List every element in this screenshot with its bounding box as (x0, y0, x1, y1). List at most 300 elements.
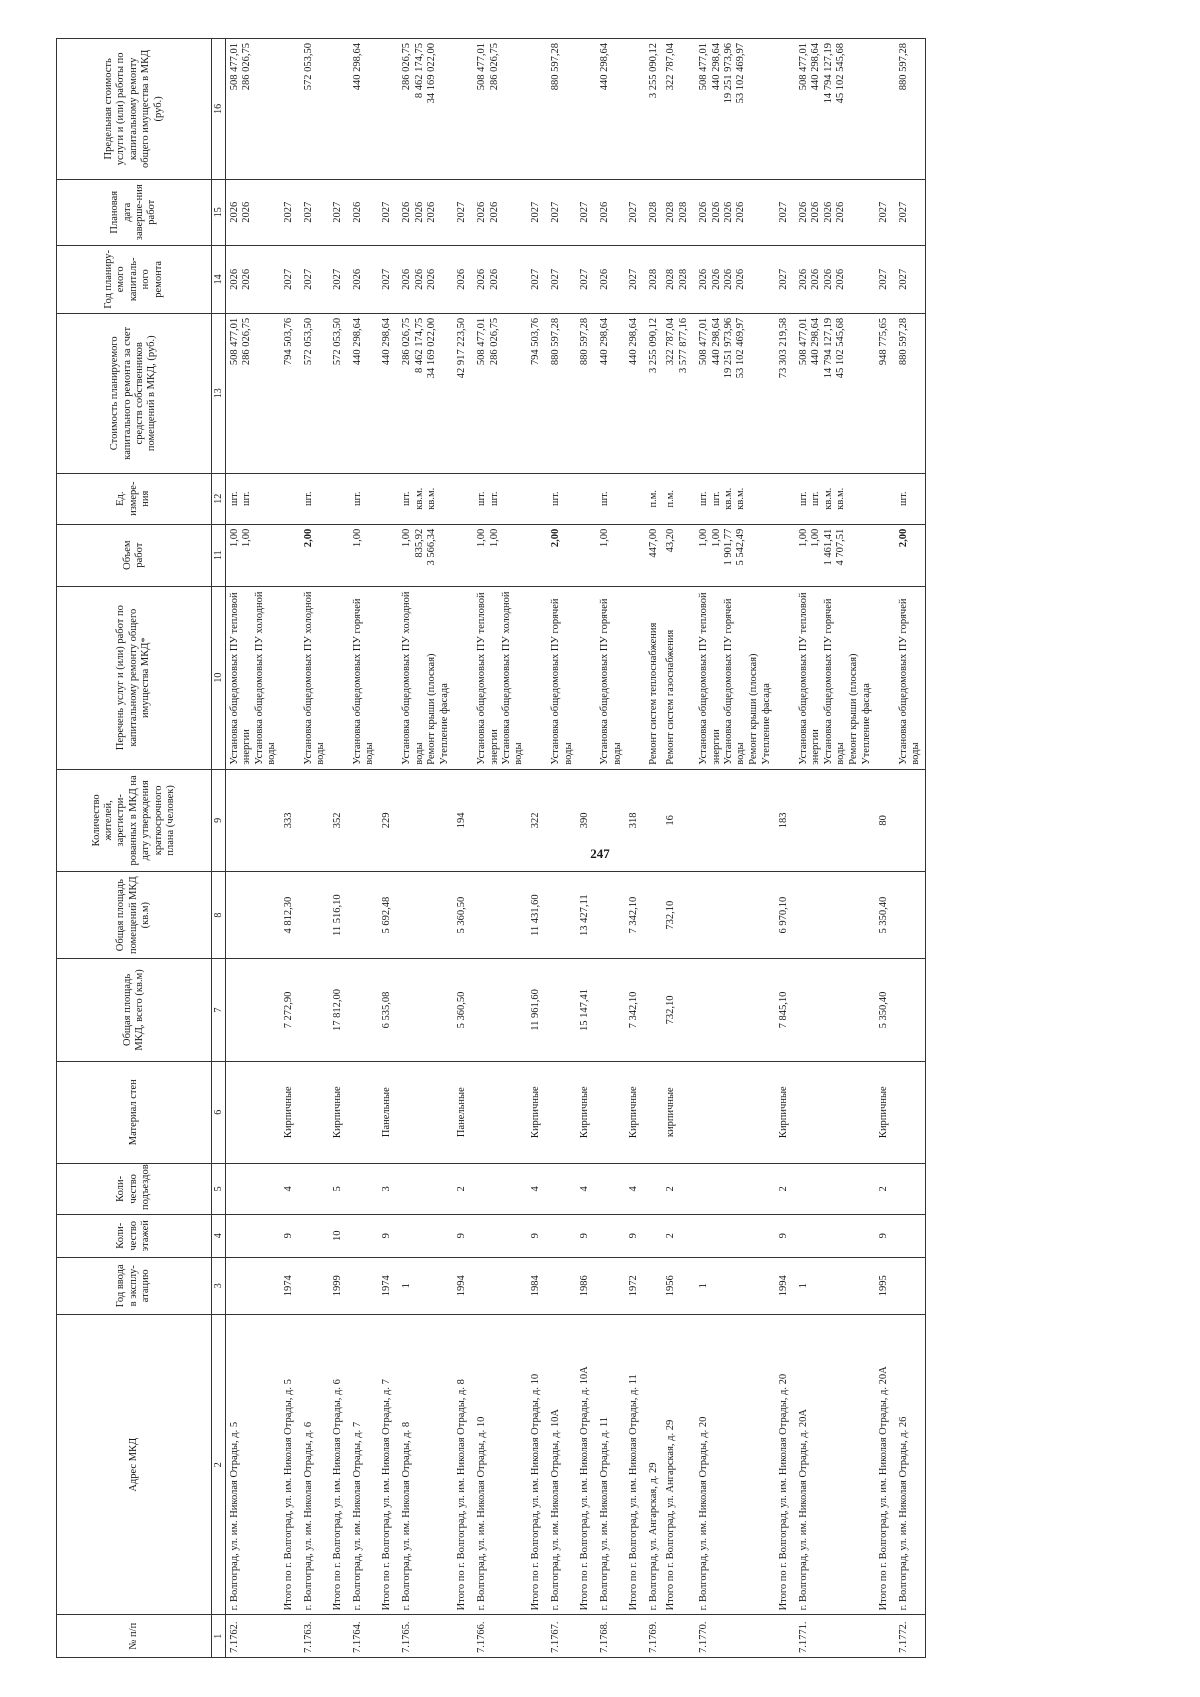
floors-cell (795, 1214, 876, 1257)
works-cell (626, 586, 645, 769)
works-cell (776, 586, 795, 769)
column-number: 2 (212, 1315, 226, 1615)
entrances-cell: 2 (876, 1163, 895, 1214)
area-total-cell (398, 959, 454, 1061)
cost-line: 45 102 545,68 (835, 317, 847, 379)
plan-year-line: 2026 (352, 268, 363, 290)
limit-cell (547, 39, 577, 180)
area-total-cell: 17 812,00 (330, 959, 349, 1061)
end-year-line: 2026 (722, 201, 734, 223)
plan-year-cell (895, 245, 925, 313)
material-cell (349, 1061, 379, 1163)
end-year-cell (776, 179, 795, 245)
row-number (454, 1615, 473, 1658)
column-number: 3 (212, 1257, 226, 1315)
volume-cell (349, 524, 379, 586)
cost-line: 3 255 090,12 (648, 317, 660, 374)
residents-cell (795, 769, 876, 871)
limit-cell (596, 39, 626, 180)
plan-year-line: 2026 (722, 268, 734, 290)
limit-cell (330, 39, 349, 180)
address-cell: г. Волгоград, ул. им. Николая Отрады, д. 5 (226, 1315, 281, 1615)
address-cell: г. Волгоград, ул. им. Николая Отрады, д. 7 (349, 1315, 379, 1615)
column-number: 10 (212, 586, 226, 769)
plan-year-line: 2027 (282, 268, 294, 290)
volume-cell (454, 524, 473, 586)
works-cell (645, 586, 663, 769)
plan-year-cell (695, 245, 776, 313)
column-number: 1 (212, 1615, 226, 1658)
residents-cell (547, 769, 577, 871)
residents-cell: 322 (528, 769, 547, 871)
plan-year-line: 2026 (798, 268, 809, 290)
row-number: 7.1772. (895, 1615, 925, 1658)
limit-cell (645, 39, 663, 180)
column-header: Плановая дата заверше-ния работ (57, 179, 212, 245)
floors-cell (547, 1214, 577, 1257)
column-number: 15 (212, 179, 226, 245)
residents-cell: 229 (379, 769, 398, 871)
material-cell: Кирпичные (281, 1061, 300, 1163)
year-cell: 1 (795, 1257, 876, 1315)
area-total-cell (795, 959, 876, 1061)
units-cell (626, 473, 645, 524)
cost-cell (528, 313, 547, 473)
plan-year-line: 2026 (835, 268, 847, 290)
plan-year-cell (596, 245, 626, 313)
year-cell: 1984 (528, 1257, 547, 1315)
floors-cell (226, 1214, 281, 1257)
volume-line: 43,20 (665, 528, 677, 553)
limit-line: 880 597,28 (897, 43, 909, 91)
volume-line: 5 542,49 (735, 528, 747, 566)
row-number: 7.1766. (473, 1615, 528, 1658)
column-number: 13 (212, 313, 226, 473)
row-number (577, 1615, 596, 1658)
units-line: кв.м. (722, 487, 734, 510)
entrances-cell: 5 (330, 1163, 349, 1214)
plan-year-line: 2026 (822, 268, 834, 290)
residents-cell: 390 (577, 769, 596, 871)
entrances-cell (695, 1163, 776, 1214)
address-cell: Итого по г. Волгоград, ул. им. Николая Отрады, д. 20А (876, 1315, 895, 1615)
entrances-cell (226, 1163, 281, 1214)
works-line: Установка общедомовых ПУ тепловой энергии (229, 592, 253, 765)
material-cell: Панельные (379, 1061, 398, 1163)
units-line: кв.м. (413, 487, 425, 510)
floors-cell: 9 (454, 1214, 473, 1257)
end-year-line: 2026 (822, 201, 834, 223)
works-line: Установка общедомовых ПУ горячей воды (352, 598, 376, 765)
limit-cell (300, 39, 330, 180)
cost-line: 14 794 127,19 (822, 317, 834, 379)
limit-cell (876, 39, 895, 180)
cost-line: 440 298,64 (599, 317, 611, 366)
works-line: Установка общедомовых ПУ тепловой энергии (798, 592, 822, 765)
units-cell (547, 473, 577, 524)
cost-cell (895, 313, 925, 473)
works-line: Установка общедомовых ПУ горячей воды (550, 598, 574, 765)
end-year-cell (349, 179, 379, 245)
units-line: кв.м. (835, 487, 847, 510)
volume-cell (663, 524, 695, 586)
cost-cell (596, 313, 626, 473)
cost-cell (876, 313, 895, 473)
plan-year-line: 2027 (529, 268, 541, 290)
area-rooms-cell (473, 871, 528, 958)
cost-cell (795, 313, 876, 473)
end-year-line: 2027 (777, 201, 789, 223)
material-cell (547, 1061, 577, 1163)
capital-repair-plan-table (56, 38, 1176, 1658)
plan-year-line: 2027 (331, 268, 343, 290)
end-year-cell (473, 179, 528, 245)
plan-year-cell (795, 245, 876, 313)
table-row (398, 39, 454, 1658)
cost-line: 880 597,28 (550, 317, 562, 366)
floors-cell: 9 (776, 1214, 795, 1257)
area-total-cell (226, 959, 281, 1061)
end-year-line: 2026 (599, 201, 611, 223)
area-rooms-cell (645, 871, 663, 958)
material-cell: Панельные (454, 1061, 473, 1163)
works-cell (330, 586, 349, 769)
cost-line: 73 303 219,58 (777, 317, 789, 379)
cost-line: 508 477,01 (798, 317, 809, 366)
year-cell (300, 1257, 330, 1315)
cost-line: 880 597,28 (897, 317, 909, 366)
end-year-line: 2027 (380, 201, 392, 223)
volume-line: 1,00 (476, 528, 488, 548)
volume-line: 2,00 (550, 528, 562, 548)
year-cell (547, 1257, 577, 1315)
area-total-cell (645, 959, 663, 1061)
column-header: Коли-чество этажей (57, 1214, 212, 1257)
area-rooms-cell (398, 871, 454, 958)
volume-line: 1,00 (810, 528, 822, 548)
column-header: Год планиру-емого капиталь-ного ремонта (57, 245, 212, 313)
plan-year-line: 2028 (677, 268, 689, 290)
column-header: Общая площадь МКД, всего (кв.м) (57, 959, 212, 1061)
plan-year-cell (547, 245, 577, 313)
limit-cell (577, 39, 596, 180)
works-line: Установка общедомовых ПУ горячей воды (722, 598, 747, 765)
units-line: шт. (488, 491, 500, 506)
cost-cell (330, 313, 349, 473)
residents-cell (645, 769, 663, 871)
entrances-cell (596, 1163, 626, 1214)
volume-line: 1,00 (599, 528, 611, 548)
floors-cell (596, 1214, 626, 1257)
units-cell (379, 473, 398, 524)
column-header: Адрес МКД (57, 1315, 212, 1615)
plan-year-cell (454, 245, 473, 313)
entrances-cell: 2 (663, 1163, 695, 1214)
volume-line: 2,00 (897, 528, 909, 548)
year-cell: 1974 (379, 1257, 398, 1315)
entrances-cell (895, 1163, 925, 1214)
units-cell (895, 473, 925, 524)
material-cell (795, 1061, 876, 1163)
table-row (645, 39, 663, 1658)
cost-cell (776, 313, 795, 473)
limit-cell (895, 39, 925, 180)
material-cell: кирпичные (663, 1061, 695, 1163)
row-number: 7.1770. (695, 1615, 776, 1658)
limit-cell (473, 39, 528, 180)
material-cell: Кирпичные (776, 1061, 795, 1163)
column-header: Общая площадь помещений МКД (кв.м) (57, 871, 212, 958)
area-rooms-cell: 5 350,40 (876, 871, 895, 958)
cost-line: 34 169 022,00 (425, 317, 437, 379)
entrances-cell: 4 (528, 1163, 547, 1214)
end-year-line: 2026 (810, 201, 822, 223)
address-cell: Итого по г. Волгоград, ул. им. Николая Отрады, д. 10 (528, 1315, 547, 1615)
limit-cell (379, 39, 398, 180)
limit-cell (226, 39, 281, 180)
area-total-cell (473, 959, 528, 1061)
residents-cell: 318 (626, 769, 645, 871)
area-rooms-cell (547, 871, 577, 958)
row-number (379, 1615, 398, 1658)
end-year-cell (379, 179, 398, 245)
material-cell (226, 1061, 281, 1163)
cost-line: 286 026,75 (241, 317, 253, 366)
plan-year-cell (663, 245, 695, 313)
row-number (281, 1615, 300, 1658)
column-header: Перечень услуг и (или) работ по капитальному ремонту общего имущества МКД* (57, 586, 212, 769)
limit-cell (626, 39, 645, 180)
entrances-cell (349, 1163, 379, 1214)
floors-cell: 9 (379, 1214, 398, 1257)
units-cell (454, 473, 473, 524)
area-total-cell: 7 272,90 (281, 959, 300, 1061)
cost-line: 572 053,50 (331, 317, 343, 366)
volume-cell (547, 524, 577, 586)
works-cell (577, 586, 596, 769)
units-cell (695, 473, 776, 524)
row-number (876, 1615, 895, 1658)
column-number: 7 (212, 959, 226, 1061)
works-cell (876, 586, 895, 769)
year-cell: 1986 (577, 1257, 596, 1315)
works-line: Установка общедомовых ПУ горячей воды (897, 598, 922, 765)
cost-cell (547, 313, 577, 473)
residents-cell (226, 769, 281, 871)
table-row (596, 39, 626, 1658)
area-total-cell (695, 959, 776, 1061)
works-line: Установка общедомовых ПУ тепловой энергии (476, 592, 500, 765)
year-cell (645, 1257, 663, 1315)
plan-year-line: 2027 (897, 268, 909, 290)
limit-line: 286 026,75 (241, 43, 253, 91)
year-cell: 1995 (876, 1257, 895, 1315)
material-cell: Кирпичные (577, 1061, 596, 1163)
column-number: 5 (212, 1163, 226, 1214)
area-total-cell: 732,10 (663, 959, 695, 1061)
volume-cell (596, 524, 626, 586)
end-year-cell (528, 179, 547, 245)
works-line: Ремонт систем газоснабжения (665, 629, 677, 765)
limit-line: 53 102 469,97 (735, 43, 747, 104)
limit-line: 440 298,64 (352, 43, 363, 91)
address-cell: Итого по г. Волгоград, ул. им. Николая Отрады, д. 20 (776, 1315, 795, 1615)
row-number: 7.1762. (226, 1615, 281, 1658)
total-row (577, 39, 596, 1658)
units-line: шт. (550, 491, 562, 506)
row-number: 7.1771. (795, 1615, 876, 1658)
area-total-cell (547, 959, 577, 1061)
cost-cell (454, 313, 473, 473)
year-cell: 1994 (454, 1257, 473, 1315)
total-row (454, 39, 473, 1658)
area-rooms-cell: 732,10 (663, 871, 695, 958)
address-cell: Итого по г. Волгоград, ул. Ангарская, д. 29 (663, 1315, 695, 1615)
limit-line: 508 477,01 (476, 43, 488, 91)
area-rooms-cell (226, 871, 281, 958)
limit-line: 440 298,64 (599, 43, 611, 91)
floors-cell (398, 1214, 454, 1257)
material-cell: Кирпичные (876, 1061, 895, 1163)
residents-cell (695, 769, 776, 871)
page-number: 247 (590, 846, 610, 861)
units-line: шт. (241, 491, 253, 506)
year-cell (226, 1257, 281, 1315)
row-number (330, 1615, 349, 1658)
area-rooms-cell: 4 812,30 (281, 871, 300, 958)
address-cell: г. Волгоград, ул. им. Николая Отрады, д. 20 (695, 1315, 776, 1615)
units-cell (349, 473, 379, 524)
table-row (300, 39, 330, 1658)
end-year-cell (577, 179, 596, 245)
plan-year-line: 2026 (425, 268, 437, 290)
floors-cell (473, 1214, 528, 1257)
row-number: 7.1765. (398, 1615, 454, 1658)
units-cell (776, 473, 795, 524)
column-header: Объем работ (57, 524, 212, 586)
cost-line: 508 477,01 (476, 317, 488, 366)
address-cell: г. Волгоград, ул. им. Николая Отрады, д. 20А (795, 1315, 876, 1615)
cost-line: 53 102 469,97 (735, 317, 747, 379)
volume-cell (528, 524, 547, 586)
volume-cell (398, 524, 454, 586)
units-line: кв.м. (735, 487, 747, 510)
units-cell (226, 473, 281, 524)
column-header: Стоимость планируемого капитального ремонта за счет средств собственников помещений в МКД, (руб.) (57, 313, 212, 473)
end-year-line: 2027 (331, 201, 343, 223)
table-body (226, 39, 926, 1658)
works-cell (663, 586, 695, 769)
total-row (776, 39, 795, 1658)
volume-line: 1,00 (241, 528, 253, 548)
entrances-cell: 4 (281, 1163, 300, 1214)
area-total-cell: 5 350,40 (876, 959, 895, 1061)
volume-line: 1,00 (710, 528, 722, 548)
units-cell (528, 473, 547, 524)
plan-year-line: 2026 (401, 268, 413, 290)
material-cell (645, 1061, 663, 1163)
address-cell: Итого по г. Волгоград, ул. им. Николая Отрады, д. 8 (454, 1315, 473, 1615)
residents-cell: 194 (454, 769, 473, 871)
limit-line: 19 251 973,96 (722, 43, 734, 104)
area-total-cell (300, 959, 330, 1061)
works-line: Установка общедомовых ПУ холодной воды (401, 591, 425, 765)
area-rooms-cell (795, 871, 876, 958)
limit-cell (663, 39, 695, 180)
end-year-line: 2028 (677, 201, 689, 223)
residents-cell: 183 (776, 769, 795, 871)
cost-cell (577, 313, 596, 473)
residents-cell: 80 (876, 769, 895, 871)
cost-line: 508 477,01 (698, 317, 710, 366)
plan-year-cell (876, 245, 895, 313)
limit-line: 286 026,75 (401, 43, 413, 91)
floors-cell: 10 (330, 1214, 349, 1257)
end-year-line: 2028 (665, 201, 677, 223)
volume-line: 1,00 (229, 528, 240, 548)
entrances-cell: 4 (626, 1163, 645, 1214)
volume-cell (300, 524, 330, 586)
cost-line: 948 775,65 (877, 317, 889, 366)
units-line: кв.м. (822, 487, 834, 510)
column-header: Предельная стоимость услуги и (или) работы по капитальному ремонту общего имущества в МКД (руб.) (57, 39, 212, 180)
works-line: Утепление фасада (760, 683, 772, 765)
material-cell (300, 1061, 330, 1163)
cost-cell (349, 313, 379, 473)
column-number: 16 (212, 39, 226, 180)
total-row (281, 39, 300, 1658)
works-line: Ремонт крыши (плоская) (847, 653, 859, 765)
volume-line: 1,00 (401, 528, 413, 548)
units-cell (795, 473, 876, 524)
units-line: шт. (599, 491, 611, 506)
units-cell (876, 473, 895, 524)
plan-year-cell (300, 245, 330, 313)
plan-year-line: 2027 (777, 268, 789, 290)
limit-line: 286 026,75 (488, 43, 500, 91)
plan-year-line: 2027 (380, 268, 392, 290)
plan-year-line: 2028 (648, 268, 660, 290)
column-number: 11 (212, 524, 226, 586)
plan-year-line: 2026 (455, 268, 467, 290)
area-total-cell (895, 959, 925, 1061)
total-row (330, 39, 349, 1658)
limit-cell (776, 39, 795, 180)
end-year-line: 2026 (476, 201, 488, 223)
material-cell (398, 1061, 454, 1163)
area-total-cell: 7 342,10 (626, 959, 645, 1061)
cost-line: 794 503,76 (529, 317, 541, 366)
volume-line: 2,00 (302, 528, 314, 548)
address-cell: Итого по г. Волгоград, ул. им. Николая Отрады, д. 5 (281, 1315, 300, 1615)
volume-cell (226, 524, 281, 586)
end-year-line: 2026 (735, 201, 747, 223)
column-number: 4 (212, 1214, 226, 1257)
end-year-line: 2026 (229, 201, 240, 223)
floors-cell: 9 (528, 1214, 547, 1257)
column-header: Коли-чество подъездов (57, 1163, 212, 1214)
end-year-line: 2027 (282, 201, 294, 223)
residents-cell (349, 769, 379, 871)
works-cell (895, 586, 925, 769)
row-number: 7.1769. (645, 1615, 663, 1658)
cost-cell (663, 313, 695, 473)
end-year-line: 2027 (628, 201, 639, 223)
header-row (57, 39, 212, 1658)
cost-cell (398, 313, 454, 473)
units-cell (596, 473, 626, 524)
units-line: шт. (352, 491, 363, 506)
